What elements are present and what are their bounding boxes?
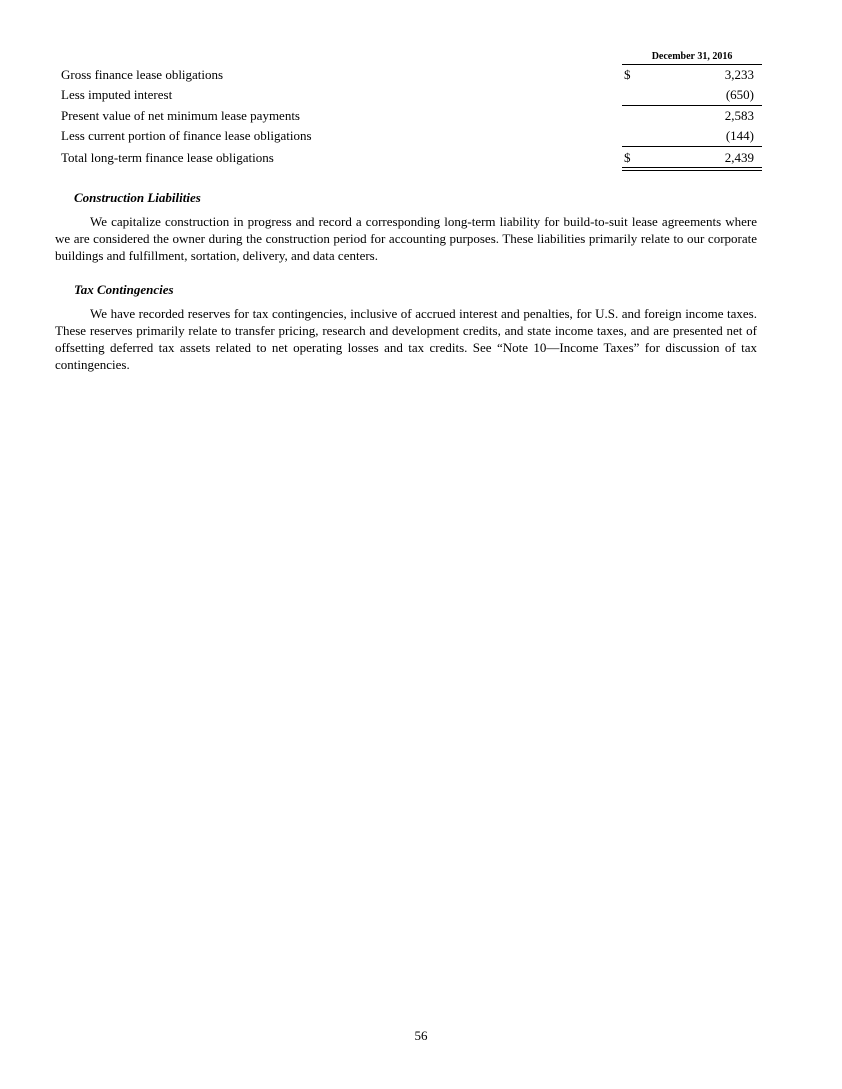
subtotal-rule xyxy=(622,146,762,147)
row-currency: $ xyxy=(624,67,631,82)
table-row xyxy=(61,149,762,167)
subtotal-rule xyxy=(622,105,762,106)
total-double-rule xyxy=(622,167,762,171)
table-column-header: December 31, 2016 xyxy=(622,51,762,65)
row-label: Less current portion of finance lease obligations xyxy=(61,128,312,143)
table-row xyxy=(61,66,762,84)
table-row xyxy=(61,107,762,125)
row-value: (144) xyxy=(725,128,754,143)
row-label: Less imputed interest xyxy=(61,87,173,102)
page-number: 56 xyxy=(414,1028,428,1043)
table-row xyxy=(61,86,762,104)
row-currency: $ xyxy=(624,150,631,165)
table-row xyxy=(61,127,762,145)
row-value: 2,439 xyxy=(724,150,754,165)
section-paragraph: We have recorded reserves for tax contingencies, inclusive of accrued interest and penalties, for U.S. and foreign income taxes. These reserves primarily relate to transfer pricing, research and development credits, and state income taxes, and are presented net of offsetting deferred tax assets related to net operating losses and tax credits. See “Note 10—Income Taxes” for discussion of tax contingencies. xyxy=(55,306,757,372)
section-heading: Tax Contingencies xyxy=(74,282,174,297)
row-value: 3,233 xyxy=(724,67,754,82)
row-value: (650) xyxy=(725,87,754,102)
row-value: 2,583 xyxy=(724,108,754,123)
row-label: Total long-term finance lease obligations xyxy=(61,150,274,165)
row-label: Present value of net minimum lease payments xyxy=(61,108,300,123)
section-heading: Construction Liabilities xyxy=(74,190,201,205)
section-paragraph: We capitalize construction in progress and record a corresponding long-term liability for build-to-suit lease agreements where we are considered the owner during the construction period for accounting purposes. These liabilities primarily relate to our corporate buildings and fulfillment, sortation, delivery, and data centers. xyxy=(55,214,757,263)
row-label: Gross finance lease obligations xyxy=(61,67,224,82)
